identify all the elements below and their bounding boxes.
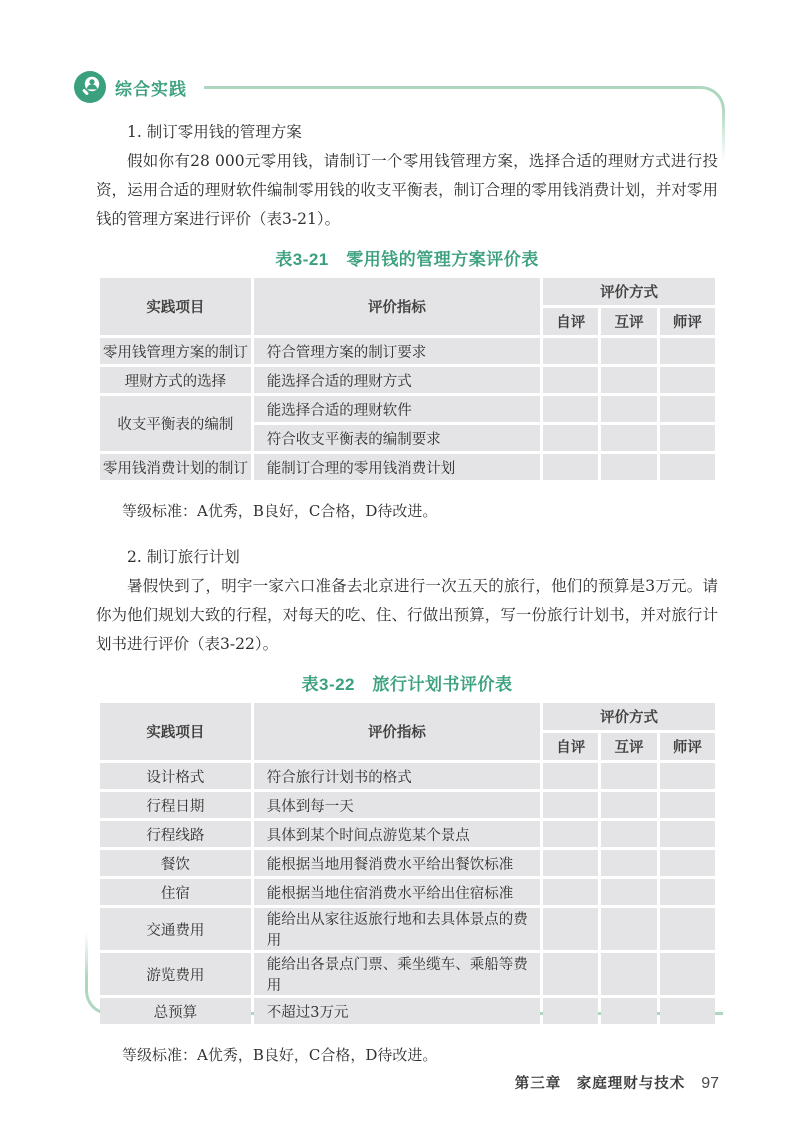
eval-cell-self xyxy=(543,396,598,422)
project-cell: 餐饮 xyxy=(100,850,251,876)
eval-cell-self xyxy=(543,454,598,480)
col-header-teacher: 师评 xyxy=(660,308,715,335)
table2-travel-plan-eval xyxy=(97,700,718,1027)
col-header-method: 评价方式 xyxy=(543,703,715,730)
page-content xyxy=(96,70,718,1065)
col-header-peer: 互评 xyxy=(601,733,656,760)
eval-cell-peer xyxy=(601,953,656,995)
indicator-cell: 能选择合适的理财软件 xyxy=(254,396,540,422)
eval-cell-teacher xyxy=(660,908,715,950)
col-header-indicator: 评价指标 xyxy=(254,703,540,760)
eval-cell-teacher xyxy=(660,338,715,364)
table-header-row xyxy=(100,703,715,730)
col-header-self: 自评 xyxy=(543,308,598,335)
table-row xyxy=(100,998,715,1024)
page-footer xyxy=(515,1072,719,1093)
indicator-cell: 能制订合理的零用钱消费计划 xyxy=(254,454,540,480)
chapter-title: 第三章 家庭理财与技术 xyxy=(514,1076,686,1092)
project-cell: 零用钱消费计划的制订 xyxy=(100,454,251,480)
project-cell: 收支平衡表的编制 xyxy=(100,396,251,451)
table2-caption: 表3-22 旅行计划书评价表 xyxy=(301,675,513,694)
table-row xyxy=(100,821,715,847)
eval-cell-self xyxy=(543,338,598,364)
col-header-teacher: 师评 xyxy=(660,733,715,760)
table-row xyxy=(100,338,715,364)
table1-pocket-money-eval xyxy=(97,275,718,483)
eval-cell-peer xyxy=(601,367,656,393)
indicator-cell: 能根据当地用餐消费水平给出餐饮标准 xyxy=(254,850,540,876)
indicator-cell: 能给出各景点门票、乘坐缆车、乘船等费用 xyxy=(254,953,540,995)
table-row xyxy=(100,454,715,480)
section2-paragraph: 暑假快到了，明宇一家六口准备去北京进行一次五天的旅行，他们的预算是3万元。请你为他们规划大致的行程，对每天的吃、住、行做出预算，写一份旅行计划书，并对旅行计划书进行评价（表3-22）。 xyxy=(96,577,718,653)
project-cell: 交通费用 xyxy=(100,908,251,950)
grading-note: 等级标准：A优秀，B良好，C合格，D待改进。 xyxy=(122,502,438,520)
col-header-self: 自评 xyxy=(543,733,598,760)
table-row xyxy=(100,879,715,905)
page-number: 97 xyxy=(701,1075,719,1092)
eval-cell-self xyxy=(543,850,598,876)
eval-cell-peer xyxy=(601,454,656,480)
eval-cell-teacher xyxy=(660,792,715,818)
eval-cell-self xyxy=(543,425,598,451)
col-header-method: 评价方式 xyxy=(543,278,715,305)
table-row xyxy=(100,908,715,950)
practice-header-title: 综合实践 xyxy=(115,79,187,99)
indicator-cell: 符合管理方案的制订要求 xyxy=(254,338,540,364)
table-row xyxy=(100,792,715,818)
eval-cell-self xyxy=(543,953,598,995)
eval-cell-teacher xyxy=(660,821,715,847)
eval-cell-teacher xyxy=(660,850,715,876)
eval-cell-self xyxy=(543,367,598,393)
indicator-cell: 能给出从家往返旅行地和去具体景点的费用 xyxy=(254,908,540,950)
eval-cell-peer xyxy=(601,425,656,451)
eval-cell-self xyxy=(543,821,598,847)
project-cell: 行程日期 xyxy=(100,792,251,818)
col-header-peer: 互评 xyxy=(601,308,656,335)
indicator-cell: 不超过3万元 xyxy=(254,998,540,1024)
section2-heading: 2. 制订旅行计划 xyxy=(127,548,240,566)
indicator-cell: 具体到某个时间点游览某个景点 xyxy=(254,821,540,847)
project-cell: 行程线路 xyxy=(100,821,251,847)
indicator-cell: 符合旅行计划书的格式 xyxy=(254,763,540,789)
section1-heading: 1. 制订零用钱的管理方案 xyxy=(127,123,302,141)
eval-cell-peer xyxy=(601,998,656,1024)
section1-paragraph: 假如你有28 000元零用钱，请制订一个零用钱管理方案，选择合适的理财方式进行投资，运用合适的理财软件编制零用钱的收支平衡表，制订合理的零用钱消费计划，并对零用钱的管理方案进行评价（表3-21）。 xyxy=(96,152,718,228)
project-cell: 设计格式 xyxy=(100,763,251,789)
eval-cell-self xyxy=(543,908,598,950)
eval-cell-teacher xyxy=(660,998,715,1024)
eval-cell-peer xyxy=(601,850,656,876)
project-cell: 总预算 xyxy=(100,998,251,1024)
table-row xyxy=(100,850,715,876)
table-row xyxy=(100,396,715,422)
table-row xyxy=(100,367,715,393)
indicator-cell: 具体到每一天 xyxy=(254,792,540,818)
table1-caption: 表3-21 零用钱的管理方案评价表 xyxy=(275,250,539,269)
eval-cell-teacher xyxy=(660,367,715,393)
project-cell: 住宿 xyxy=(100,879,251,905)
eval-cell-self xyxy=(543,879,598,905)
eval-cell-self xyxy=(543,998,598,1024)
grading-note: 等级标准：A优秀，B良好，C合格，D待改进。 xyxy=(122,1046,438,1064)
eval-cell-peer xyxy=(601,396,656,422)
eval-cell-peer xyxy=(601,821,656,847)
eval-cell-teacher xyxy=(660,763,715,789)
eval-cell-peer xyxy=(601,763,656,789)
eval-cell-self xyxy=(543,792,598,818)
eval-cell-self xyxy=(543,763,598,789)
magnifier-person-icon xyxy=(74,71,106,103)
project-cell: 零用钱管理方案的制订 xyxy=(100,338,251,364)
indicator-cell: 能根据当地住宿消费水平给出住宿标准 xyxy=(254,879,540,905)
eval-cell-peer xyxy=(601,338,656,364)
eval-cell-teacher xyxy=(660,425,715,451)
eval-cell-teacher xyxy=(660,454,715,480)
project-cell: 理财方式的选择 xyxy=(100,367,251,393)
project-cell: 游览费用 xyxy=(100,953,251,995)
eval-cell-teacher xyxy=(660,396,715,422)
indicator-cell: 能选择合适的理财方式 xyxy=(254,367,540,393)
col-header-project: 实践项目 xyxy=(100,703,251,760)
eval-cell-peer xyxy=(601,879,656,905)
indicator-cell: 符合收支平衡表的编制要求 xyxy=(254,425,540,451)
table-row xyxy=(100,953,715,995)
practice-header xyxy=(74,70,696,104)
col-header-project: 实践项目 xyxy=(100,278,251,335)
eval-cell-teacher xyxy=(660,953,715,995)
eval-cell-teacher xyxy=(660,879,715,905)
table-row xyxy=(100,763,715,789)
table-header-row xyxy=(100,278,715,305)
eval-cell-peer xyxy=(601,792,656,818)
col-header-indicator: 评价指标 xyxy=(254,278,540,335)
eval-cell-peer xyxy=(601,908,656,950)
